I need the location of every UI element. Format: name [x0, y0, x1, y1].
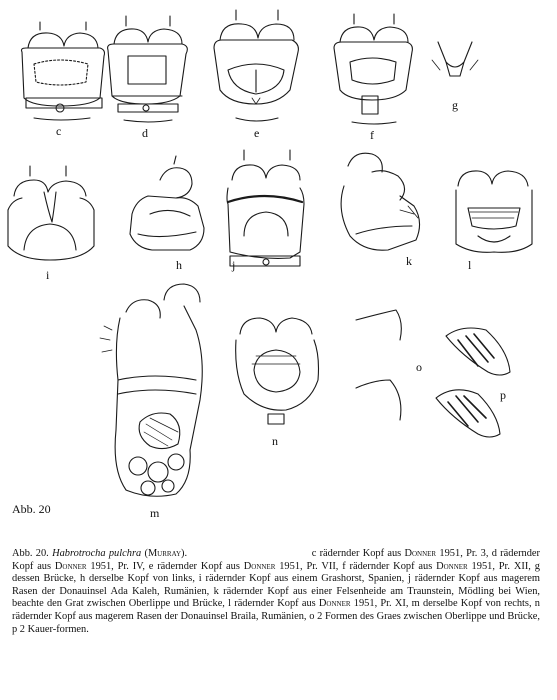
drawing-l — [456, 171, 532, 252]
drawing-o — [356, 310, 401, 420]
panel-label-f: f — [370, 128, 374, 142]
caption-donner-4: Donner — [436, 560, 468, 572]
caption-part-5: 1951, Pr. XII, g dessen Brücke, h derselbe Kopf von links, i rädernder Kopf aus einem Grashorst, Spanien, j rädernder Kopf aus magerem Rasen der Donauinsel Ada Kaleh, Rumänien, k rädernder Kopf aus einer Felsenheide am Traunstein, Mödling bei Wien, beachte den Grat zwischen Oberlippe und Brücke, l rädernder Kopf aus — [12, 560, 540, 610]
drawing-f — [334, 14, 412, 124]
caption-part-3: 1951, Pr. IV, e rädernder Kopf aus — [90, 560, 240, 572]
drawing-d — [108, 16, 188, 122]
drawing-h — [130, 156, 204, 250]
caption-lead: Abb. 20. — [12, 548, 49, 559]
caption-part-1: c rädernder Kopf aus — [311, 548, 402, 559]
caption-donner-5: Donner — [318, 598, 351, 610]
drawing-i — [8, 166, 94, 260]
panel-label-e: e — [254, 126, 260, 140]
caption-donner-1: Donner — [404, 548, 437, 559]
panel-label-n: n — [272, 434, 278, 448]
caption-donner-2: Donner — [54, 560, 87, 572]
panel-label-i: i — [46, 268, 50, 282]
panel-label-p: p — [500, 388, 506, 402]
panel-label-g: g — [452, 98, 458, 112]
panel-label-m: m — [150, 506, 160, 520]
caption-part-6: 1951, Pr. XI, m derselbe Kopf von rechts, n rädernder Kopf aus magerem Rasen der Donauinsel Braila, Rumänien, o 2 Formen des Graes zwischen Oberlippe und Brücke, p 2 Kauer-formen. — [12, 598, 540, 635]
panel-label-o: o — [416, 360, 422, 374]
caption-donner-3: Donner — [243, 560, 276, 572]
caption-part-4: 1951, Pr. VII, f rädernder Kopf aus — [279, 560, 433, 572]
drawing-p — [436, 328, 510, 437]
figure-number-label: Abb. 20 — [12, 502, 51, 516]
caption-author: (Murray). — [144, 548, 188, 559]
panel-label-k: k — [406, 254, 412, 268]
panel-label-d: d — [142, 126, 148, 140]
caption-part-2: 1951, Pr. 3, d rädernder Kopf aus — [12, 548, 540, 572]
panel-label-c: c — [56, 124, 62, 138]
panel-label-l: l — [468, 258, 472, 272]
panel-label-j: j — [232, 258, 236, 272]
drawing-m — [100, 284, 202, 496]
drawing-c — [22, 22, 105, 120]
caption-species: Habrotrocha pulchra — [52, 548, 142, 559]
drawing-g — [432, 42, 478, 76]
panel-label-h: h — [176, 258, 182, 272]
drawing-e — [214, 10, 298, 121]
drawing-n — [236, 318, 319, 424]
drawing-k — [341, 153, 419, 250]
figure-caption — [12, 548, 540, 636]
drawing-j — [227, 150, 304, 266]
